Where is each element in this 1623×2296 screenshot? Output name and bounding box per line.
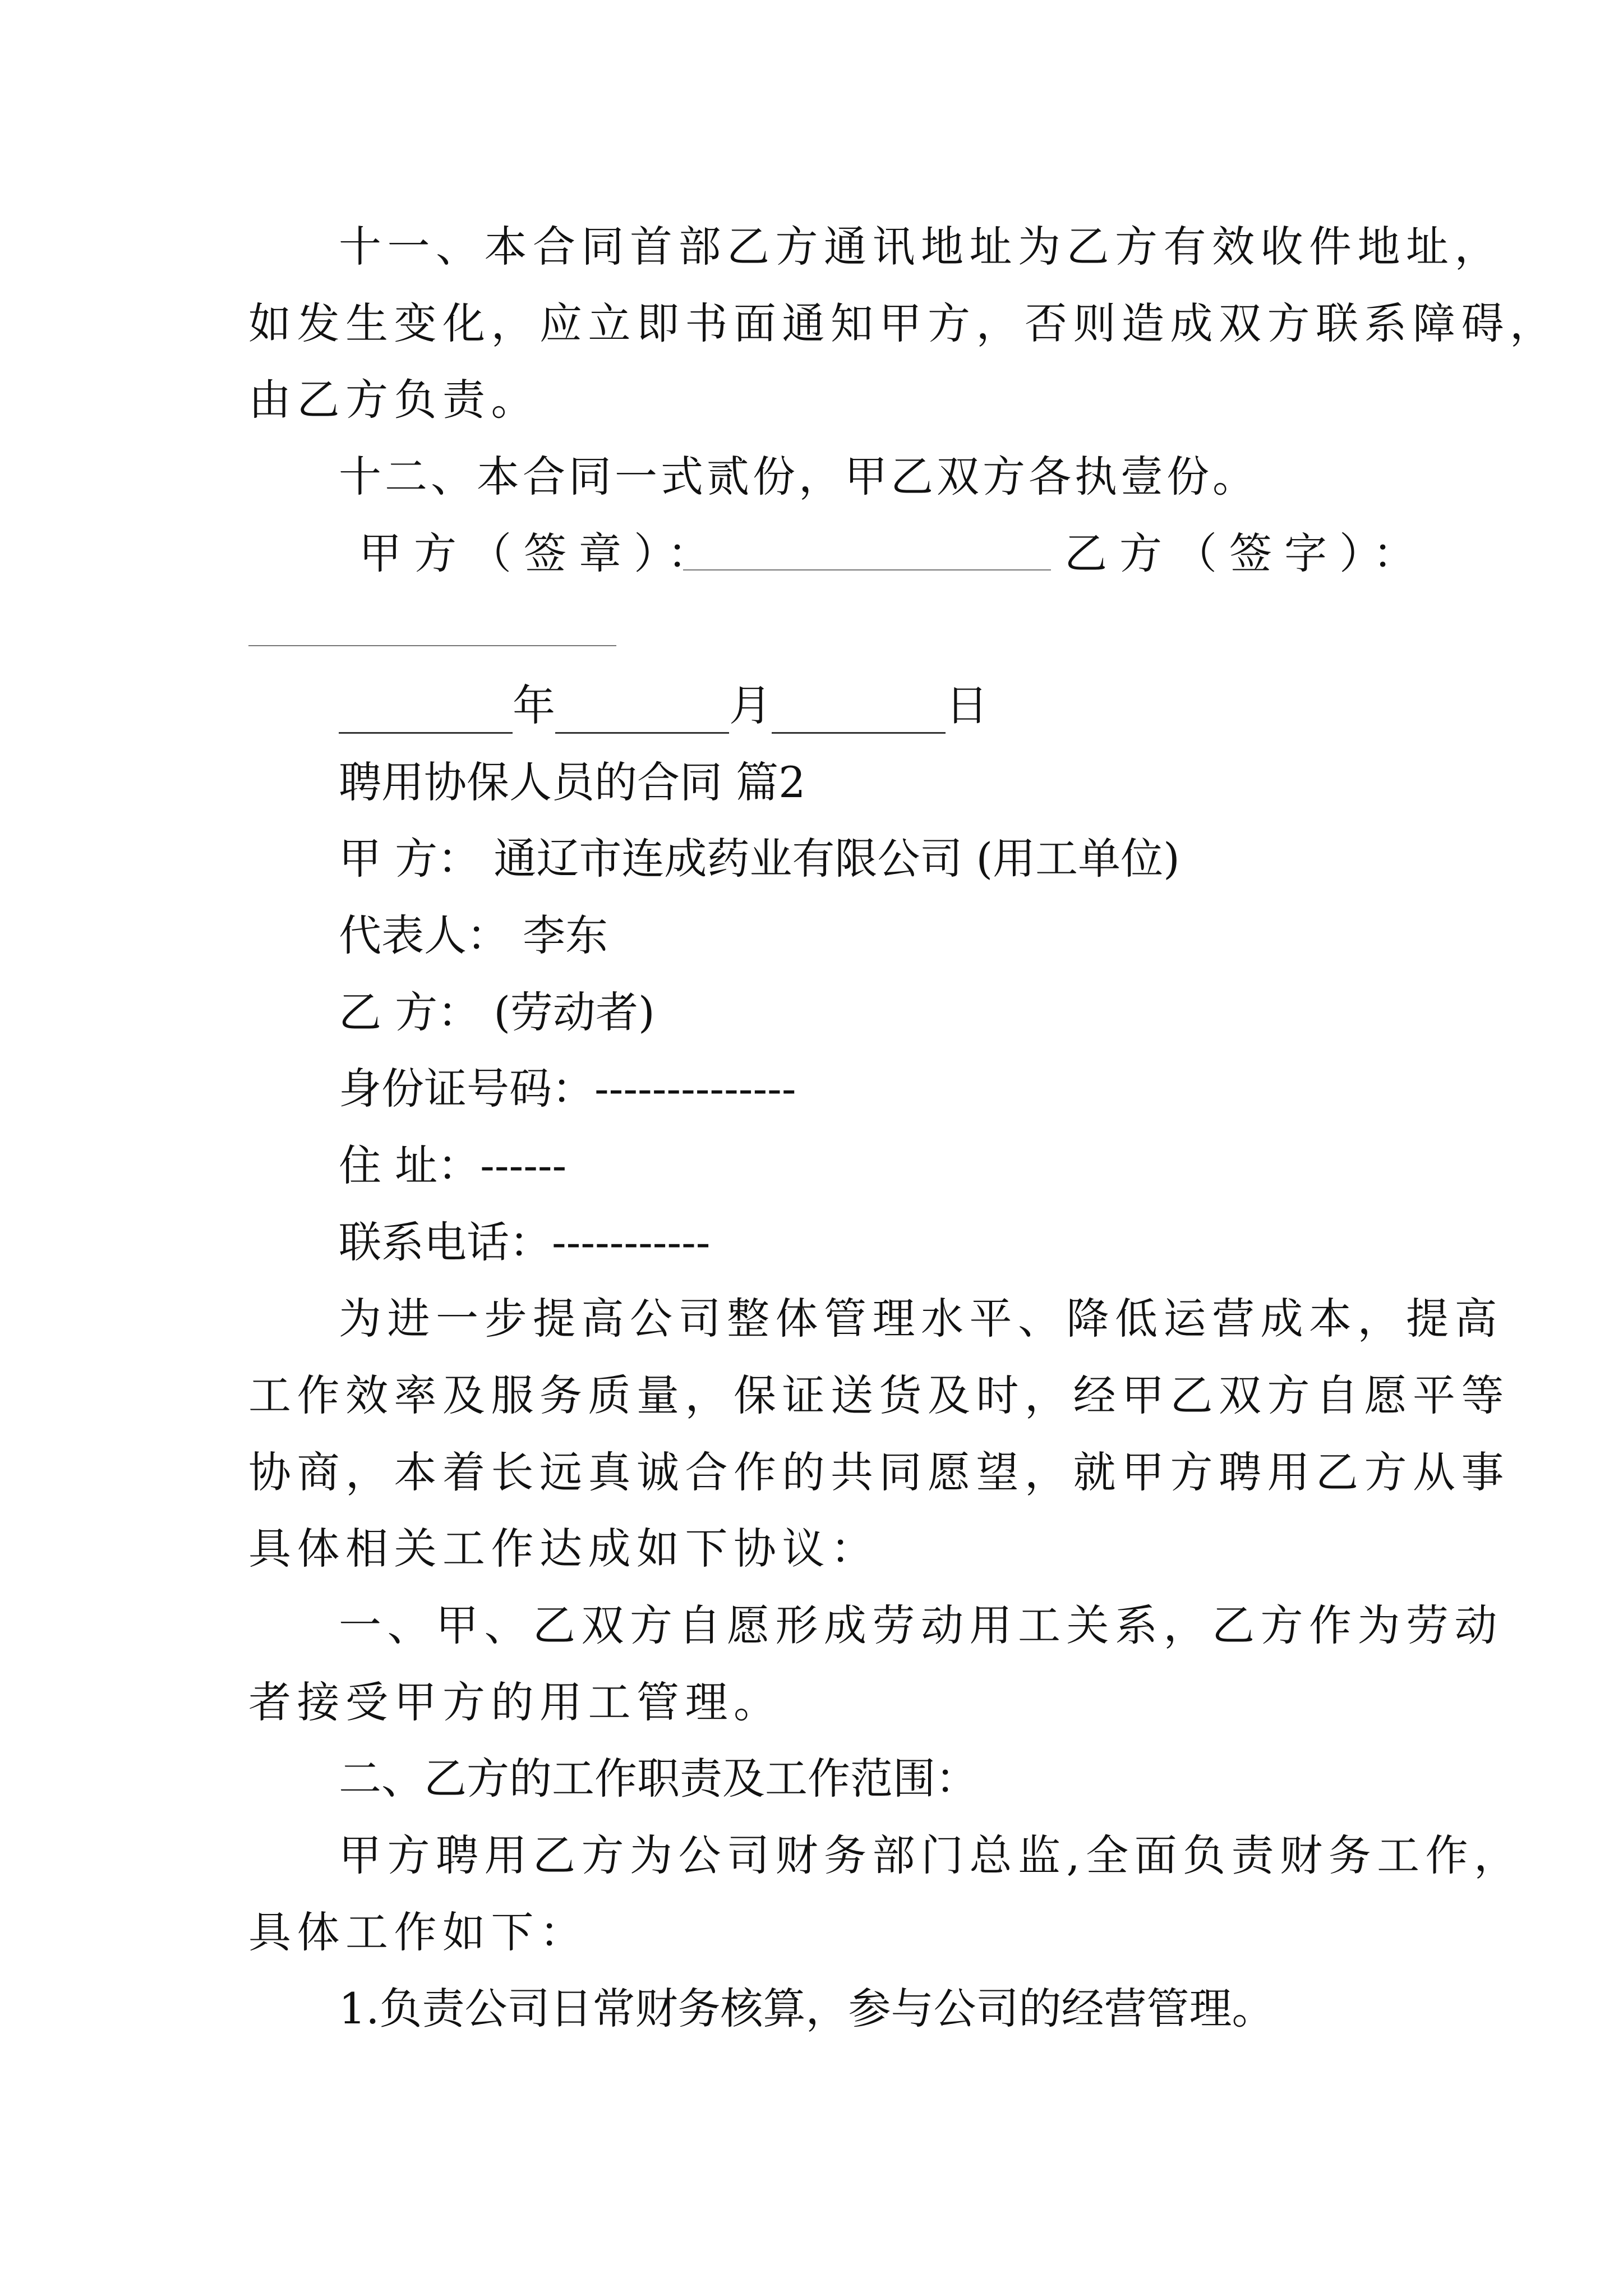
clause-2-detail-line-2: 具体工作如下：: [248, 1907, 588, 1957]
clause-1-line-2: 者接受甲方的用工管理。: [248, 1677, 782, 1727]
day-label: 日: [946, 680, 988, 730]
party-a-signature-label: 甲方（签章）：: [359, 528, 722, 578]
year-blank: [339, 693, 513, 734]
clause-2: 二、乙方的工作职责及工作范围：: [339, 1754, 978, 1803]
year-label: 年: [513, 680, 555, 730]
intro-line-3: 协商，本着长远真诚合作的共同愿望，就甲方聘用乙方从事: [248, 1447, 1510, 1497]
clause-12: 十二、本合同一式贰份，甲乙双方各执壹份。: [339, 452, 1258, 501]
party-b-signature-label: 乙方（签字）：: [1064, 528, 1428, 578]
representative-info: 代表人： 李东: [339, 910, 608, 960]
month-blank: [555, 693, 729, 734]
clause-2-detail-line-1: 甲方聘用乙方为公司财务部门总监,全面负责财务工作，: [339, 1830, 1523, 1880]
party-b-info: 乙 方： (劳动者): [339, 987, 655, 1037]
signature-row: [359, 526, 722, 582]
intro-line-2: 工作效率及服务质量，保证送货及时，经甲乙双方自愿平等: [248, 1370, 1510, 1420]
intro-line-4: 具体相关工作达成如下协议：: [248, 1524, 879, 1573]
intro-line-1: 为进一步提高公司整体管理水平、降低运营成本，提高: [339, 1294, 1503, 1343]
duty-item-1: 1.负责公司日常财务核算，参与公司的经营管理。: [339, 1984, 1275, 2033]
clause-11-line-3: 由乙方负责。: [248, 375, 540, 425]
party-b-signature: [1064, 526, 1428, 582]
party-b-signature-blank: [248, 645, 616, 646]
phone-field: 联系电话：-----------: [339, 1217, 711, 1267]
address-field: 住 址：------: [339, 1140, 567, 1190]
party-a-info: 甲 方： 通辽市连成药业有限公司 (用工单位): [339, 834, 1180, 884]
date-line: [339, 678, 988, 734]
contract-heading: 聘用协保人员的合同 篇2: [339, 757, 806, 807]
day-blank: [772, 693, 946, 734]
id-number-field: 身份证号码：--------------: [339, 1064, 796, 1114]
month-label: 月: [729, 680, 772, 730]
clause-11-line-1: 十一、本合同首部乙方通讯地址为乙方有效收件地址，: [339, 222, 1503, 272]
clause-11-line-2: 如发生变化，应立即书面通知甲方，否则造成双方联系障碍，: [248, 298, 1559, 348]
clause-1-line-1: 一、甲、乙双方自愿形成劳动用工关系，乙方作为劳动: [339, 1600, 1503, 1650]
party-a-signature-blank: [683, 569, 1051, 570]
